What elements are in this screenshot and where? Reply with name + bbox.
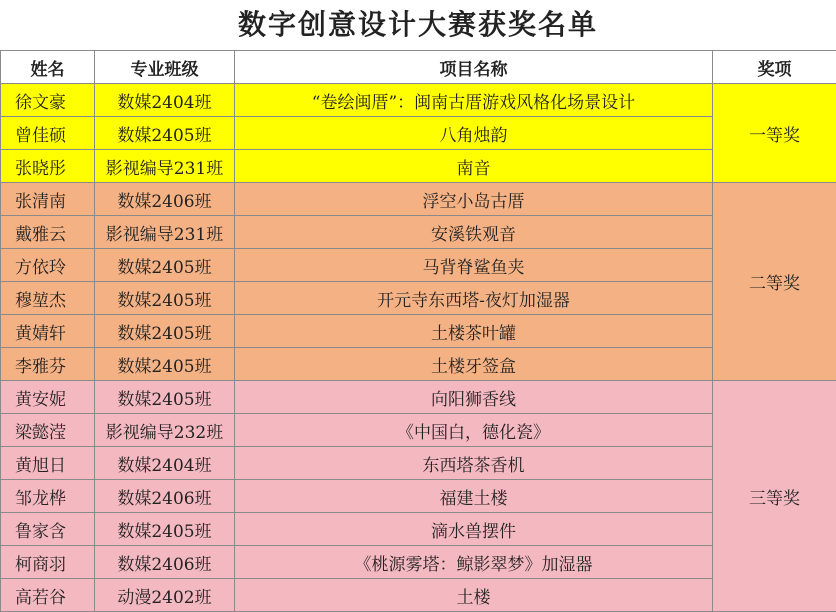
cell-class: 数媒2404班: [95, 84, 235, 117]
cell-name: 方依玲: [1, 249, 95, 282]
cell-award-first: 一等奖: [713, 84, 836, 183]
column-header-project: 项目名称: [235, 51, 713, 84]
table-row: [1, 282, 836, 315]
table-header-row: [1, 51, 836, 84]
cell-name: 黄旭日: [1, 447, 95, 480]
table-row: [1, 249, 836, 282]
cell-project: 福建土楼: [235, 480, 713, 513]
cell-name: 李雅芬: [1, 348, 95, 381]
cell-name: 穆堃杰: [1, 282, 95, 315]
cell-class: 数媒2405班: [95, 513, 235, 546]
cell-award-third: 三等奖: [713, 381, 836, 612]
cell-name: 戴雅云: [1, 216, 95, 249]
cell-name: 黄安妮: [1, 381, 95, 414]
cell-name: 徐文豪: [1, 84, 95, 117]
cell-class: 影视编导232班: [95, 414, 235, 447]
cell-class: 数媒2406班: [95, 480, 235, 513]
cell-class: 数媒2406班: [95, 183, 235, 216]
cell-class: 动漫2402班: [95, 579, 235, 612]
table-row: [1, 414, 836, 447]
cell-project: 南音: [235, 150, 713, 183]
table-row: [1, 117, 836, 150]
cell-name: 柯商羽: [1, 546, 95, 579]
cell-class: 数媒2405班: [95, 381, 235, 414]
column-header-award: 奖项: [713, 51, 836, 84]
table-row: [1, 183, 836, 216]
cell-name: 曾佳硕: [1, 117, 95, 150]
table-row: [1, 216, 836, 249]
cell-class: 数媒2406班: [95, 546, 235, 579]
table-row: [1, 546, 836, 579]
cell-project: 开元寺东西塔-夜灯加湿器: [235, 282, 713, 315]
table-row: [1, 381, 836, 414]
awards-table: [0, 50, 836, 612]
cell-project: 《中国白，德化瓷》: [235, 414, 713, 447]
table-row: [1, 480, 836, 513]
cell-class: 数媒2405班: [95, 315, 235, 348]
cell-class: 数媒2405班: [95, 348, 235, 381]
cell-class: 影视编导231班: [95, 216, 235, 249]
cell-project: 土楼: [235, 579, 713, 612]
cell-project: 土楼茶叶罐: [235, 315, 713, 348]
cell-project: 安溪铁观音: [235, 216, 713, 249]
cell-project: 八角烛韵: [235, 117, 713, 150]
table-row: [1, 513, 836, 546]
cell-name: 张晓彤: [1, 150, 95, 183]
cell-project: 东西塔茶香机: [235, 447, 713, 480]
table-row: [1, 315, 836, 348]
column-header-name: 姓名: [1, 51, 95, 84]
table-row: [1, 84, 836, 117]
cell-class: 数媒2405班: [95, 117, 235, 150]
table-row: [1, 348, 836, 381]
cell-project: 《桃源雾塔：鲸影翠梦》加湿器: [235, 546, 713, 579]
cell-project: “卷绘闽厝”：闽南古厝游戏风格化场景设计: [235, 84, 713, 117]
cell-name: 鲁家含: [1, 513, 95, 546]
table-row: [1, 150, 836, 183]
cell-class: 数媒2404班: [95, 447, 235, 480]
cell-name: 邹龙桦: [1, 480, 95, 513]
cell-class: 数媒2405班: [95, 282, 235, 315]
cell-project: 滴水兽摆件: [235, 513, 713, 546]
page-title: 数字创意设计大赛获奖名单: [0, 0, 836, 50]
cell-name: 张清南: [1, 183, 95, 216]
cell-project: 向阳狮香线: [235, 381, 713, 414]
table-row: [1, 447, 836, 480]
column-header-class: 专业班级: [95, 51, 235, 84]
cell-project: 土楼牙签盒: [235, 348, 713, 381]
cell-name: 梁懿滢: [1, 414, 95, 447]
cell-project: 浮空小岛古厝: [235, 183, 713, 216]
cell-class: 数媒2405班: [95, 249, 235, 282]
cell-name: 黄婧轩: [1, 315, 95, 348]
cell-name: 高若谷: [1, 579, 95, 612]
table-row: [1, 579, 836, 612]
cell-class: 影视编导231班: [95, 150, 235, 183]
cell-project: 马背脊鲨鱼夹: [235, 249, 713, 282]
cell-award-second: 二等奖: [713, 183, 836, 381]
